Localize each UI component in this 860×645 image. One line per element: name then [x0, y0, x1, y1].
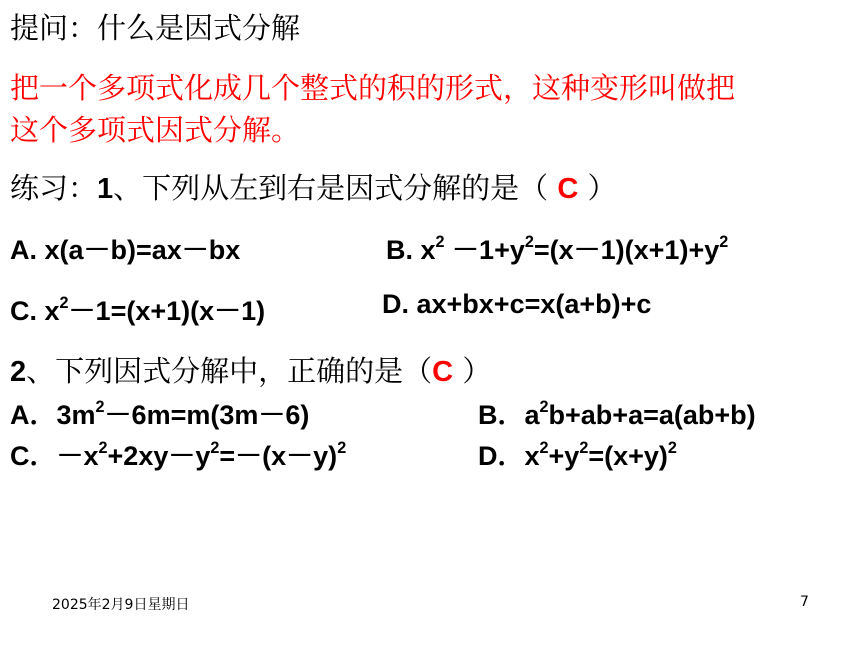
exercise-2-option-a: A．$3m^2-6m=m(3m-6)$ — [10, 397, 310, 430]
exercise-2-text: 、下列因式分解中，正确的是（ — [26, 354, 433, 388]
exercise-1-text: 、下列从左到右是因式分解的是（ — [113, 171, 558, 205]
exercise-2-suffix: ） — [453, 354, 492, 388]
page-number: 7 — [800, 594, 809, 610]
definition-line-1: 把一个多项式化成几个整式的积的形式，这种变形叫做把 — [10, 71, 736, 105]
exercise-1-suffix: ） — [578, 171, 617, 205]
exercise-1-option-c: C. $x^2-1=(x+1)(x-1)$ — [10, 293, 266, 326]
exercise-1-answer: C — [557, 173, 579, 205]
exercise-2-option-d: D．$x^2+y^2=(x+y)^2$ — [478, 438, 677, 471]
exercise-1-option-b: B. $x^2 -1+y^2=(x-1)(x+1)+y^2$ — [386, 232, 729, 265]
exercise-1-option-a: A. x(a－b)=ax－bx — [10, 235, 241, 265]
exercise-2-option-c: C．$-x^2+2xy-y^2=-(x-y)^2$ — [10, 438, 347, 471]
footer-date: 2025年2月9日星期日 — [52, 597, 190, 613]
exercise-2-answer: C — [432, 356, 454, 388]
exercise-1-option-d: D. ax+bx+c=x(a+b)+c — [382, 289, 652, 319]
exercise-1-prompt — [10, 166, 617, 207]
exercise-1-number: 1 — [97, 173, 114, 205]
exercise-2-prompt — [10, 349, 491, 390]
exercise-2-option-b: B．$a^2b+ab+a=a(ab+b)$ — [478, 397, 756, 430]
exercise-1-prefix: 练习： — [10, 171, 98, 205]
question-title: 提问：什么是因式分解 — [10, 11, 301, 45]
definition-line-2: 这个多项式因式分解。 — [10, 113, 301, 147]
exercise-2-number: 2 — [10, 356, 27, 388]
